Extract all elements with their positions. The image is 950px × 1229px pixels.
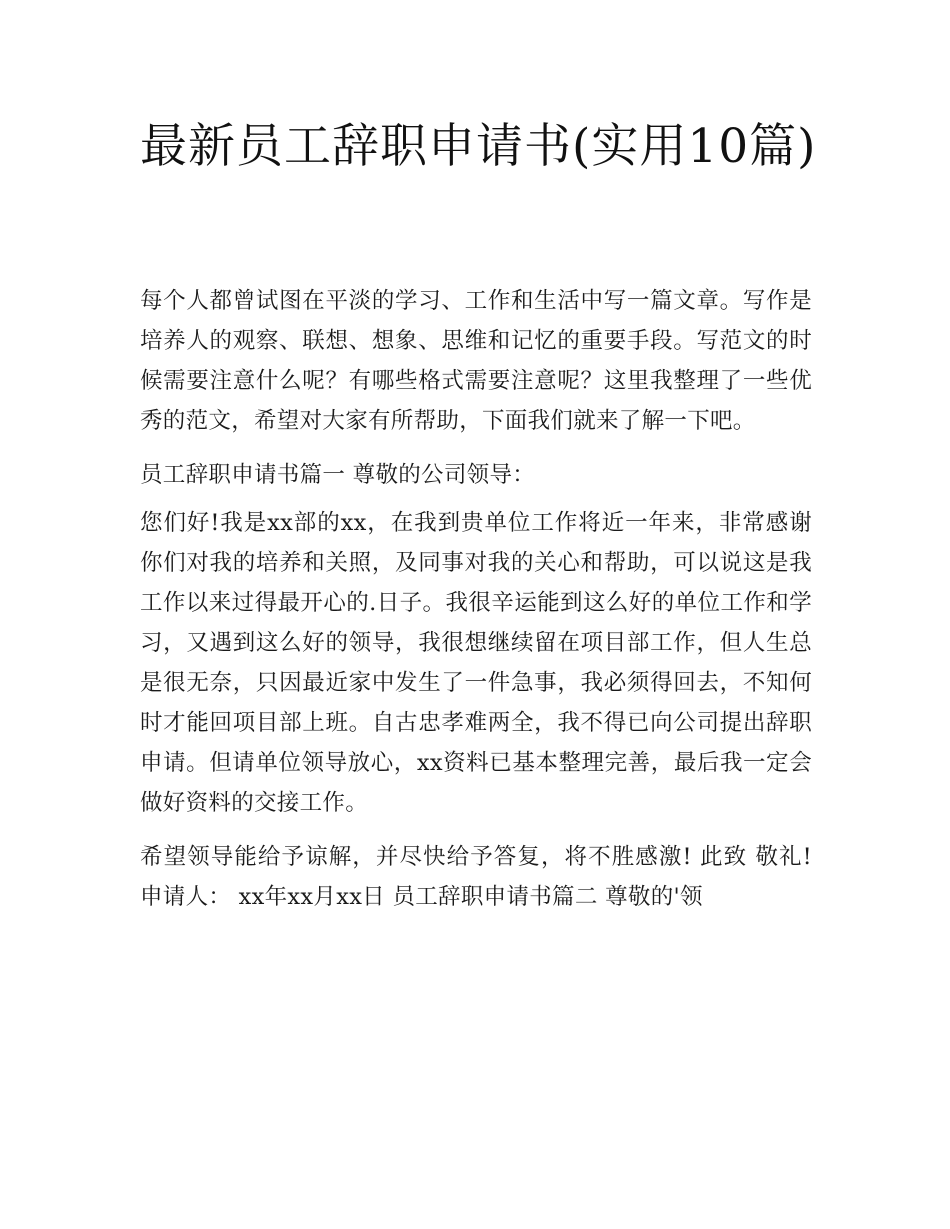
document-title: 最新员工辞职申请书(实用10篇): [140, 119, 817, 174]
intro-paragraph: 每个人都曾试图在平淡的学习、工作和生活中写一篇文章。写作是培养人的观察、联想、想象、思维和记忆的重要手段。写范文的时候需要注意什么呢？有哪些格式需要注意呢？这里我整理了一些优秀的范文，希望对大家有所帮助，下面我们就来了解一下吧。: [140, 288, 812, 434]
section-heading-letter-one: 员工辞职申请书篇一 尊敬的公司领导：: [140, 462, 536, 488]
letter-body-paragraph: 您们好!我是xx部的xx，在我到贵单位工作将近一年来，非常感谢你们对我的培养和关照，及同事对我的关心和帮助，可以说这是我工作以来过得最开心的.日子。我很辛运能到这么好的单位工作和学习，又遇到这么好的领导，我很想继续留在项目部工作，但人生总是很无奈，只因最近家中发生了一件急事，我必须得回去，不知何时才能回项目部上班。自古忠孝难两全，我不得已向公司提出辞职申请。但请单位领导放心，xx资料已基本整理完善，最后我一定会做好资料的交接工作。: [140, 510, 812, 816]
letter-closing-paragraph: 希望领导能给予谅解，并尽快给予答复，将不胜感激! 此致 敬礼! 申请人： xx年xx月xx日 员工辞职申请书篇二 尊敬的'领: [140, 844, 812, 910]
document-body: [140, 281, 812, 917]
